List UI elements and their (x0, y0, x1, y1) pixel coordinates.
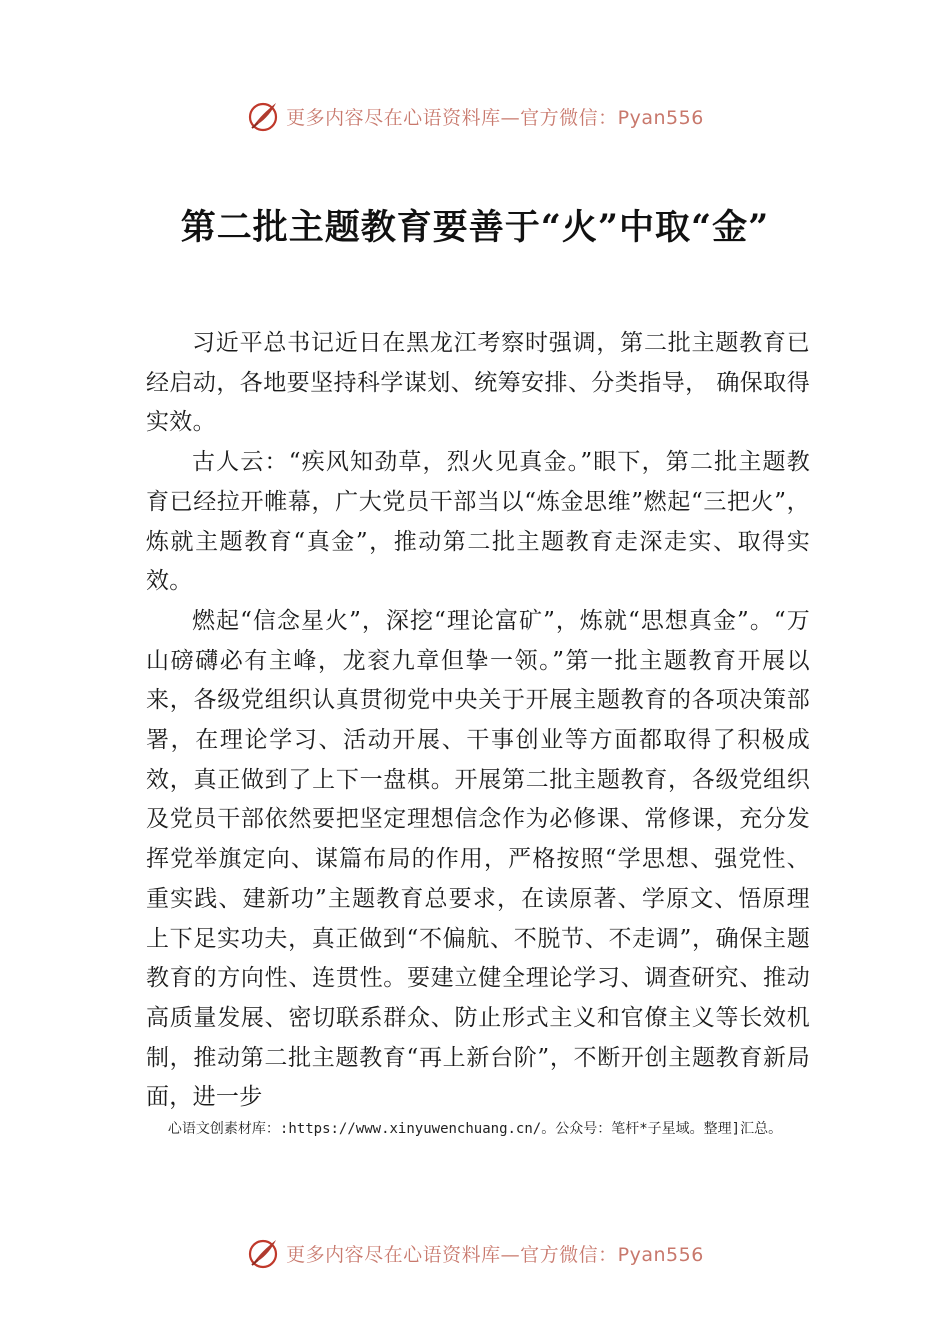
paragraph: 习近平总书记近日在黑龙江考察时强调，第二批主题教育已经启动，各地要坚持科学谋划、统筹安排、分类指导， 确保取得实效。 (146, 330, 810, 436)
wechat-id: Pyan556 (617, 106, 704, 129)
footer-banner (0, 1233, 950, 1273)
quill-circle-logo-icon (246, 99, 280, 133)
banner-text: 更多内容尽在心语资料库—官方微信：Pyan556 (286, 1243, 704, 1266)
header-banner (0, 96, 950, 136)
article-body (146, 324, 810, 1118)
paragraph: 古人云：“疾风知劲草，烈火见真金。”眼下，第二批主题教育已经拉开帷幕，广大党员干部当以“炼金思维”燃起“三把火”，炼就主题教育“真金”，推动第二批主题教育走深走实、取得实效。 (146, 449, 810, 595)
article-title: 第二批主题教育要善于“火”中取“金” (180, 207, 770, 248)
banner-text: 更多内容尽在心语资料库—官方微信：Pyan556 (286, 106, 704, 129)
wechat-id: Pyan556 (617, 1243, 704, 1266)
paragraph: 燃起“信念星火”，深挖“理论富矿”，炼就“思想真金”。“万山磅礴必有主峰，龙衮九章但挚一领。”第一批主题教育开展以来，各级党组织认真贯彻党中央关于开展主题教育的各项决策部署，在理论学习、活动开展、干事创业等方面都取得了积极成效，真正做到了上下一盘棋。开展第二批主题教育，各级党组织及党员干部依然要把坚定理想信念作为必修课、常修课，充分发挥党举旗定向、谋篇布局的作用，严格按照“学思想、强党性、重实践、建新功”主题教育总要求，在读原著、学原文、悟原理上下足实功夫，真正做到“不偏航、不脱节、不走调”，确保主题教育的方向性、连贯性。要建立健全理论学习、调查研究、推动高质量发展、密切联系群众、防止形式主义和官僚主义等长效机制，推动第二批主题教育“再上新台阶”，不断开创主题教育新局面，进一步 (146, 607, 810, 1111)
source-note: 心语文创素材库：:https://www.xinyuwenchuang.cn/。公众号：笔杆*子星域。整理]汇总。 (167, 1121, 783, 1137)
quill-circle-logo-icon (246, 1236, 280, 1270)
